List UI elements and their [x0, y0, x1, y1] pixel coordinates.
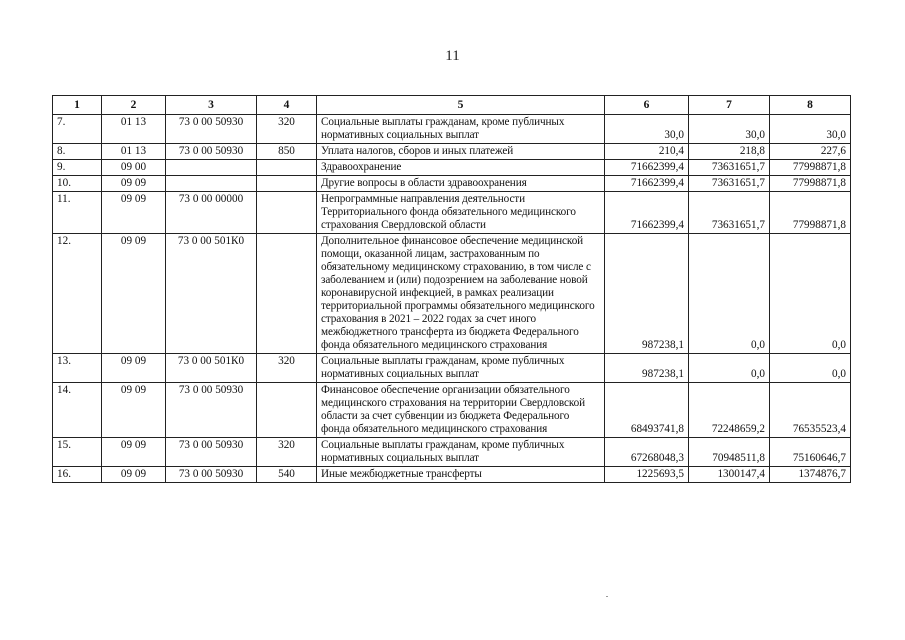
item-name: Социальные выплаты гражданам, кроме публичных нормативных социальных выплат: [317, 354, 605, 383]
table-row: [53, 438, 851, 467]
section-code: 09 09: [102, 176, 166, 192]
amount-year-1: 1225693,5: [605, 467, 689, 483]
row-number: 10.: [53, 176, 102, 192]
table-row: [53, 115, 851, 144]
expense-type: [257, 234, 317, 354]
amount-year-1: 71662399,4: [605, 176, 689, 192]
amount-year-2: 30,0: [689, 115, 770, 144]
amount-year-1: 210,4: [605, 144, 689, 160]
row-number: 12.: [53, 234, 102, 354]
article-code: 73 0 00 50930: [166, 115, 257, 144]
expense-type: [257, 176, 317, 192]
amount-year-3: 0,0: [770, 354, 851, 383]
row-number: 11.: [53, 192, 102, 234]
amount-year-3: 77998871,8: [770, 192, 851, 234]
table-row: [53, 176, 851, 192]
amount-year-2: 73631651,7: [689, 160, 770, 176]
amount-year-3: 227,6: [770, 144, 851, 160]
header-col-5: 5: [317, 96, 605, 115]
table-row: [53, 467, 851, 483]
article-code: 73 0 00 50930: [166, 438, 257, 467]
expense-type: 320: [257, 438, 317, 467]
amount-year-1: 68493741,8: [605, 383, 689, 438]
expense-type: [257, 160, 317, 176]
item-name: Уплата налогов, сборов и иных платежей: [317, 144, 605, 160]
amount-year-2: 0,0: [689, 354, 770, 383]
amount-year-3: 77998871,8: [770, 160, 851, 176]
article-code: 73 0 00 50930: [166, 144, 257, 160]
budget-table: [52, 95, 851, 483]
header-col-2: 2: [102, 96, 166, 115]
item-name: Непрограммные направления деятельности Территориального фонда обязательного медицинского страхования Свердловской области: [317, 192, 605, 234]
expense-type: [257, 192, 317, 234]
item-name: Социальные выплаты гражданам, кроме публичных нормативных социальных выплат: [317, 115, 605, 144]
amount-year-2: 73631651,7: [689, 192, 770, 234]
section-code: 09 09: [102, 234, 166, 354]
section-code: 09 09: [102, 192, 166, 234]
page-number: 11: [445, 48, 460, 64]
row-number: 7.: [53, 115, 102, 144]
header-col-7: 7: [689, 96, 770, 115]
header-row: [53, 96, 851, 115]
expense-type: 320: [257, 115, 317, 144]
item-name: Социальные выплаты гражданам, кроме публичных нормативных социальных выплат: [317, 438, 605, 467]
row-number: 16.: [53, 467, 102, 483]
article-code: [166, 176, 257, 192]
section-code: 01 13: [102, 144, 166, 160]
header-col-4: 4: [257, 96, 317, 115]
amount-year-2: 218,8: [689, 144, 770, 160]
row-number: 13.: [53, 354, 102, 383]
amount-year-1: 67268048,3: [605, 438, 689, 467]
expense-type: 850: [257, 144, 317, 160]
row-number: 9.: [53, 160, 102, 176]
row-number: 14.: [53, 383, 102, 438]
header-col-3: 3: [166, 96, 257, 115]
article-code: 73 0 00 501К0: [166, 234, 257, 354]
amount-year-3: 77998871,8: [770, 176, 851, 192]
table-row: [53, 144, 851, 160]
header-col-6: 6: [605, 96, 689, 115]
item-name: Иные межбюджетные трансферты: [317, 467, 605, 483]
amount-year-3: 1374876,7: [770, 467, 851, 483]
amount-year-2: 70948511,8: [689, 438, 770, 467]
amount-year-3: 30,0: [770, 115, 851, 144]
header-col-8: 8: [770, 96, 851, 115]
section-code: 09 09: [102, 383, 166, 438]
section-code: 09 09: [102, 438, 166, 467]
amount-year-2: 1300147,4: [689, 467, 770, 483]
amount-year-1: 987238,1: [605, 234, 689, 354]
row-number: 15.: [53, 438, 102, 467]
section-code: 09 00: [102, 160, 166, 176]
section-code: 09 09: [102, 354, 166, 383]
table-row: [53, 160, 851, 176]
item-name: Другие вопросы в области здравоохранения: [317, 176, 605, 192]
article-code: 73 0 00 501К0: [166, 354, 257, 383]
expense-type: 540: [257, 467, 317, 483]
amount-year-2: 0,0: [689, 234, 770, 354]
article-code: 73 0 00 50930: [166, 383, 257, 438]
expense-type: [257, 383, 317, 438]
amount-year-2: 73631651,7: [689, 176, 770, 192]
amount-year-2: 72248659,2: [689, 383, 770, 438]
amount-year-3: 0,0: [770, 234, 851, 354]
table-row: [53, 234, 851, 354]
amount-year-1: 30,0: [605, 115, 689, 144]
amount-year-3: 75160646,7: [770, 438, 851, 467]
table-row: [53, 192, 851, 234]
article-code: 73 0 00 50930: [166, 467, 257, 483]
item-name: Финансовое обеспечение организации обязательного медицинского страхования на территории Свердловской области за счет субвенции из бюджета Федерального фонда обязательного медицинского страхования: [317, 383, 605, 438]
amount-year-1: 71662399,4: [605, 160, 689, 176]
scan-speck: [606, 596, 608, 597]
expense-type: 320: [257, 354, 317, 383]
article-code: 73 0 00 00000: [166, 192, 257, 234]
amount-year-3: 76535523,4: [770, 383, 851, 438]
table-row: [53, 354, 851, 383]
section-code: 01 13: [102, 115, 166, 144]
section-code: 09 09: [102, 467, 166, 483]
amount-year-1: 71662399,4: [605, 192, 689, 234]
article-code: [166, 160, 257, 176]
row-number: 8.: [53, 144, 102, 160]
item-name: Здравоохранение: [317, 160, 605, 176]
table-row: [53, 383, 851, 438]
item-name: Дополнительное финансовое обеспечение медицинской помощи, оказанной лицам, застрахованным по обязательному медицинскому страхованию, в том числе с заболеванием и (или) подозрением на заболевание новой коронавирусной инфекцией, в рамках реализации территориальной программы обязательного медицинского страхования в 2021 – 2022 годах за счет иного межбюджетного трансферта из бюджета Федерального фонда обязательного медицинского страхования: [317, 234, 605, 354]
header-col-1: 1: [53, 96, 102, 115]
amount-year-1: 987238,1: [605, 354, 689, 383]
